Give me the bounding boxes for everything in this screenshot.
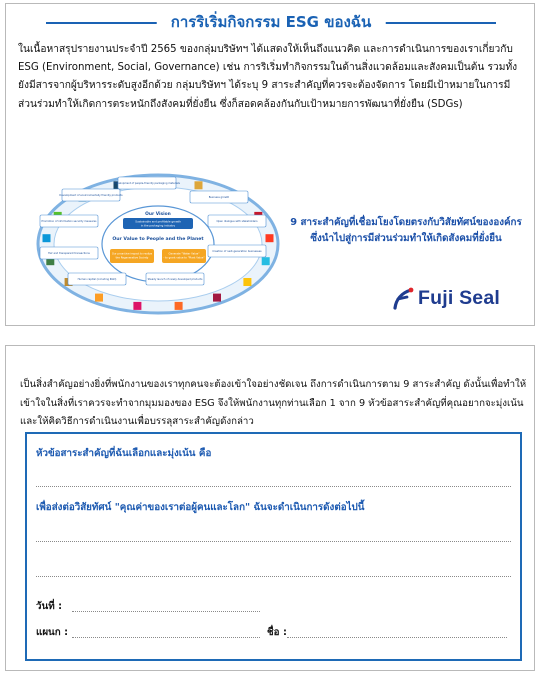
caption-line-2: ซึ่งนำไปสู่การมีส่วนร่วมทำให้เกิดสังคมที่ยั่งยืน xyxy=(310,233,502,244)
fuji-seal-mark-icon xyxy=(392,286,414,310)
vision-heading: Our Vision xyxy=(145,212,171,217)
left-arrow-text-2: the Regenerative Society xyxy=(115,256,149,260)
vision-text-1: Sustainable and profitable growth xyxy=(135,219,181,224)
right-arrow-text-1: Generate "Water Value" xyxy=(168,252,200,256)
caption-line-1: 9 สาระสำคัญที่เชื่อมโยงโดยตรงกับวิสัยทัศน์ขององค์กร xyxy=(290,217,522,228)
sdg-goal-icon xyxy=(175,302,183,310)
sdg-goal-icon xyxy=(262,257,270,265)
right-arrow-text-2: - to grant value to "Plant Value" xyxy=(163,256,205,260)
sdg-goal-icon xyxy=(95,294,103,302)
left-arrow-text-1: Our proactive impact to realize xyxy=(111,252,153,256)
name-label: ชื่อ : xyxy=(267,627,287,638)
department-label: แผนก : xyxy=(36,627,69,638)
materiality-label: Open dialogue with stakeholders xyxy=(216,220,258,224)
materiality-label: Creation of next-generation businesses xyxy=(212,250,262,254)
sdg-goal-icon xyxy=(133,302,141,310)
esg-info-card xyxy=(5,3,535,326)
date-field[interactable] xyxy=(72,611,260,612)
fuji-seal-logo xyxy=(392,284,500,312)
center-title: Our Value to People and the Planet xyxy=(112,237,204,242)
materiality-label: Fair and transparent transactions xyxy=(48,252,90,256)
materiality-label: Promotion of information security measures xyxy=(41,220,97,224)
value-diagram xyxy=(32,169,284,319)
answer-line-3[interactable] xyxy=(36,576,511,577)
diagram-caption xyxy=(286,215,526,247)
vision-text-2: in the packaging industry xyxy=(140,223,176,228)
date-label: วันที่ : xyxy=(36,601,62,612)
question-actions: เพื่อส่งต่อวิสัยทัศน์ "คุณค่าของเราต่อผู้คนและโลก" ฉันจะดำเนินการดังต่อไปนี้ xyxy=(36,502,365,513)
worksheet-paragraph: เป็นสิ่งสำคัญอย่างยิ่งที่พนักงานของเราทุกคนจะต้องเข้าใจอย่างชัดเจน ถึงการดำเนินการตาม 9 สาระสำคัญ ดังนั้นเพื่อทำให้เข้าใจในสิ่งที่เราควรจะทำจากมุมมองของ ESG จึงให้พนักงานทุกท่านเลือก 1 จาก 9 หัวข้อสาระสำคัญที่คุณอยากจะมุ่งเน้น และให้คิดวิธีการดำเนินงานเพื่อบรรลุสาระสำคัญดังกล่าว xyxy=(20,379,527,428)
center-ellipse xyxy=(102,206,214,282)
esg-worksheet-card xyxy=(5,345,535,671)
title-band xyxy=(46,10,496,34)
materiality-label: Business growth xyxy=(208,196,230,200)
sdg-goal-icon xyxy=(213,294,221,302)
materiality-label: Development of people-friendly packaging materials xyxy=(114,182,180,186)
name-field[interactable] xyxy=(287,637,507,638)
sdg-goal-icon xyxy=(266,234,274,242)
sdg-goal-icon xyxy=(195,181,203,189)
materiality-label: Development of environmentally friendly products xyxy=(59,194,123,198)
question-focus-topic: หัวข้อสาระสำคัญที่ฉันเลือกและมุ่งเน้น คือ xyxy=(36,448,212,459)
answer-line-1[interactable] xyxy=(36,486,511,487)
sdg-goal-icon xyxy=(243,278,251,286)
intro-paragraph: ในเนื้อหาสรุปรายงานประจำปี 2565 ของกลุ่มบริษัทฯ ได้แสดงให้เห็นถึงแนวคิด และการดำเนินการของเราเกี่ยวกับ ESG (Environment, Social, Governance) เช่น การริเริ่มทำกิจกรรมในด้านสิ่งแวดล้อมและสังคมเป็นต้น รวมทั้งยังมีสารจากผู้บริหารระดับสูงอีกด้วย กลุ่มบริษัทฯ ได้ระบุ 9 สาระสำคัญที่ควรจะต้องจัดการ โดยมีเป้าหมายในการมีส่วนร่วมทำให้เกิดการตระหนักถึงสังคมที่ยั่งยืน ซึ่งก็สอดคล้องกันกับเป้าหมายการพัฒนาที่ยั่งยืน (SDGs) xyxy=(18,44,518,110)
department-field[interactable] xyxy=(72,637,260,638)
page-title: การริเริ่มกิจกรรม ESG ของฉัน xyxy=(157,10,386,34)
worksheet-form xyxy=(25,432,522,661)
answer-line-2[interactable] xyxy=(36,541,511,542)
logo-wordmark: Fuji Seal xyxy=(418,286,500,309)
sdg-goal-icon xyxy=(43,234,51,242)
materiality-label: Human capital (including RGD) xyxy=(77,278,117,282)
materiality-label: Steady launch of newly developed products xyxy=(147,278,203,282)
